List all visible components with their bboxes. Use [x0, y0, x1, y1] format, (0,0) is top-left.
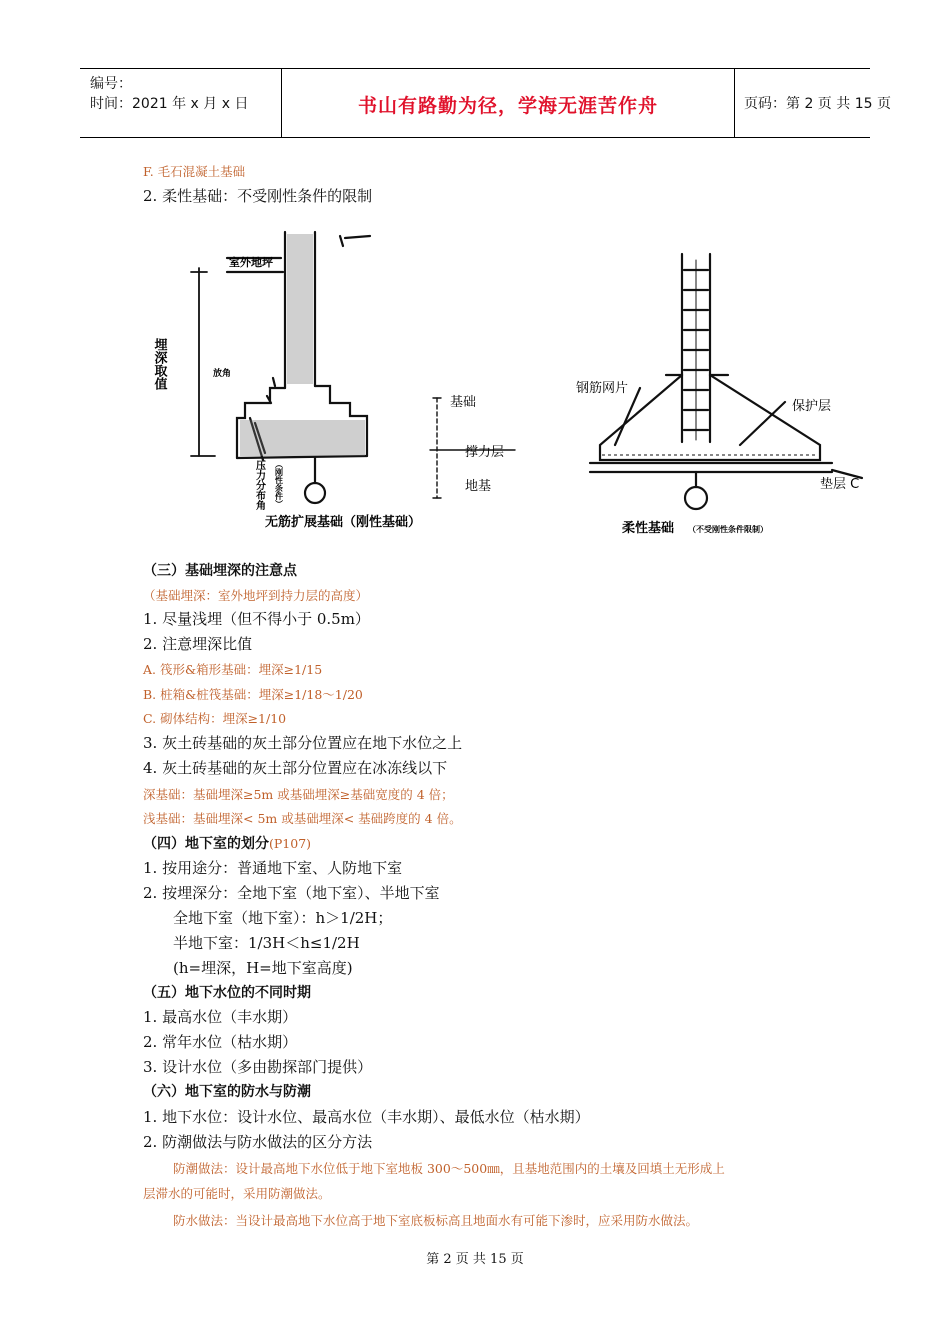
- list-item: 1. 最高水位（丰水期）: [143, 1008, 298, 1026]
- list-item: 2. 常年水位（枯水期）: [143, 1033, 298, 1051]
- list-item-a: A. 筏形&箱形基础：埋深≥1/15: [143, 662, 323, 677]
- section-4-heading-line: [143, 834, 311, 853]
- half-basement-def: 半地下室：1/3H＜h≤1/2H: [173, 934, 360, 952]
- fig-left-bearing-label: 地基: [465, 479, 492, 494]
- fig-left-outdoor-label: 室外地坪: [229, 256, 273, 269]
- fig-left-caption: 无筋扩展基础（刚性基础）: [265, 515, 422, 530]
- fig-right-cover-label: 保护层: [792, 399, 832, 414]
- fig-right-caption-note: （不受刚性条件限制）: [688, 525, 768, 534]
- list-item: 3. 设计水位（多由勘探部门提供）: [143, 1058, 373, 1076]
- section-4-heading: （四）地下室的划分: [143, 836, 269, 852]
- page-label: 页码：第 2 页 共 15 页: [744, 96, 891, 112]
- fig-left-pressure-label: 压力分布角: [253, 460, 265, 510]
- page-header: [80, 68, 891, 138]
- fig-left-fangjiao-label: 放角: [213, 369, 232, 379]
- list-item: 4. 灰土砖基础的灰土部分位置应在冰冻线以下: [143, 759, 448, 777]
- section-6-heading: （六）地下室的防水与防潮: [143, 1084, 311, 1100]
- date-label: 时间：2021 年 x 月 x 日: [90, 96, 249, 112]
- section-5-heading: （五）地下水位的不同时期: [143, 985, 311, 1001]
- waterproof-text: 防水做法：当设计最高地下水位高于地下室底板标高且地面水有可能下渗时，应采用防水做法。: [173, 1213, 699, 1228]
- list-item: 1. 地下水位：设计水位、最高水位（丰水期）、最低水位（枯水期）: [143, 1108, 590, 1126]
- fig-right-caption: 柔性基础: [622, 521, 675, 536]
- list-item: 3. 灰土砖基础的灰土部分位置应在地下水位之上: [143, 734, 463, 752]
- fig-right-cushion-label: 垫层 C: [820, 477, 860, 492]
- list-item: 2. 防潮做法与防水做法的区分方法: [143, 1133, 373, 1151]
- fig-left-depth-label: 埋深取值: [151, 338, 167, 390]
- list-item-f: F. 毛石混凝土基础: [143, 164, 246, 179]
- list-item: 1. 按用途分：普通地下室、人防地下室: [143, 859, 403, 877]
- fig-right-rebar-label: 钢筋网片: [576, 381, 629, 396]
- moisture-proof-text: 防潮做法：设计最高地下水位低于地下室地板 300～500㎜，且基地范围内的土壤及回填土无形成上: [173, 1161, 725, 1176]
- variable-def: (h=埋深，H=地下室高度): [173, 959, 353, 977]
- list-item-c: C. 砌体结构：埋深≥1/10: [143, 711, 287, 726]
- section-3-note: （基础埋深：室外地坪到持力层的高度）: [143, 588, 369, 603]
- shallow-foundation-note: 浅基础：基础埋深< 5m 或基础埋深< 基础跨度的 4 倍。: [143, 811, 462, 826]
- header-page-cell: [734, 69, 891, 137]
- section-4-ref: (P107): [269, 836, 312, 851]
- flexible-foundation-figure: [570, 250, 890, 540]
- list-item-b: B. 桩箱&桩筏基础：埋深≥1/18～1/20: [143, 687, 363, 702]
- list-item: 1. 尽量浅埋（但不得小于 0.5m）: [143, 610, 370, 628]
- list-item: 2. 按埋深分：全地下室（地下室）、半地下室: [143, 884, 440, 902]
- list-item: 2. 注意埋深比值: [143, 635, 253, 653]
- header-motto-cell: [281, 69, 735, 137]
- moisture-proof-text-cont: 层滞水的可能时，采用防潮做法。: [143, 1186, 331, 1201]
- fig-left-width-label: 撑力层: [465, 445, 505, 460]
- fig-left-jichu-label: 基础: [450, 395, 477, 410]
- list-item-flexible: 2. 柔性基础：不受刚性条件的限制: [143, 187, 373, 205]
- deep-foundation-note: 深基础：基础埋深≥5m 或基础埋深≥基础宽度的 4 倍；: [143, 787, 454, 802]
- section-3-heading: （三）基础埋深的注意点: [143, 563, 297, 579]
- motto: 书山有路勤为径，学海无涯苦作舟: [357, 95, 658, 117]
- full-basement-def: 全地下室（地下室）：h＞1/2H；: [173, 909, 393, 927]
- fig-left-rigid-label: （刚性条件）: [274, 460, 284, 508]
- serial-label: 编号：: [90, 76, 132, 92]
- rigid-foundation-figure: [151, 228, 520, 538]
- header-meta-cell: [80, 69, 281, 137]
- page-footer: 第 2 页 共 15 页: [426, 1252, 524, 1267]
